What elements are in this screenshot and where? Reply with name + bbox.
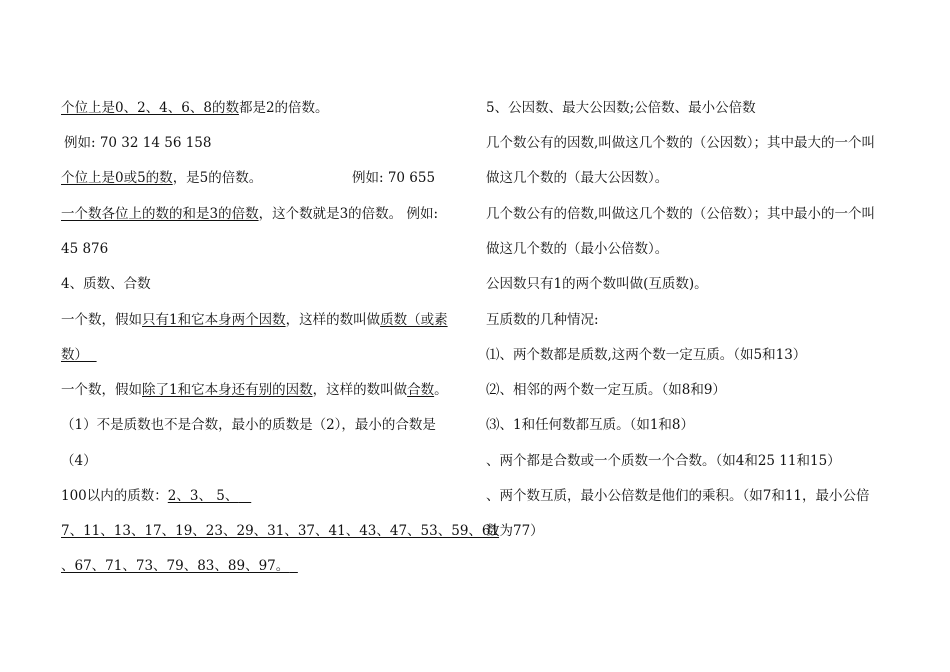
primes-label: 100以内的质数： [61, 488, 168, 504]
composite-definition [61, 381, 448, 399]
prime-term: 质数（或素 [380, 312, 448, 328]
prime-term-continued: 数） [61, 347, 88, 363]
coprime-case-4: 、两个都是合数或一个质数一个合数。（如4和25 11和15） [486, 453, 841, 469]
common-multiple-definition: 几个数公有的倍数,叫做这几个数的（公倍数）；其中最小的一个叫 [486, 206, 876, 222]
multiple-of-3-conclusion: ，这个数就是3的倍数。 例如: [258, 206, 439, 222]
multiple-of-3-rule [61, 205, 438, 223]
primes-under-100-label [61, 487, 251, 505]
composite-definition-end: 。 [434, 382, 448, 398]
primes-list-row-2 [61, 557, 298, 575]
multiple-of-2-example: 例如: 70 32 14 56 158 [64, 135, 212, 151]
multiple-of-5-condition: 个位上是0或5的数 [61, 170, 173, 186]
composite-definition-text: 一个数，假如 [61, 382, 142, 398]
common-factor-definition-continued: 做这几个数的（最大公因数）。 [486, 170, 669, 186]
primes-list-2: 、67、71、73、79、83、89、97。 [61, 558, 290, 574]
prime-definition [61, 311, 448, 329]
multiple-of-5-rule [61, 169, 441, 187]
common-multiple-definition-continued: 做这几个数的（最小公倍数）。 [486, 241, 669, 257]
multiple-of-3-example: 45 876 [61, 241, 109, 257]
prime-definition-text-2: ，这样的数叫做 [285, 312, 381, 328]
section-5-heading: 5、公因数、最大公因数;公倍数、最小公倍数 [486, 100, 756, 116]
smallest-prime-composite: （1）不是质数也不是合数，最小的质数是（2），最小的合数是 [61, 417, 436, 433]
coprime-case-3: ⑶、1和任何数都互质。（如1和8） [486, 417, 695, 433]
common-factor-definition: 几个数公有的因数,叫做这几个数的（公因数）；其中最大的一个叫 [486, 135, 876, 151]
coprime-cases-heading: 互质数的几种情况: [486, 312, 599, 328]
primes-list-1: 7、11、13、17、19、23、29、31、37、41、43、47、53、59、61 [61, 523, 500, 539]
prime-definition-text: 一个数，假如 [61, 312, 142, 328]
smallest-composite-value: （4） [61, 453, 97, 469]
coprime-definition: 公因数只有1的两个数叫做(互质数)。 [486, 276, 708, 292]
prime-definition-condition: 只有1和它本身两个因数 [142, 312, 286, 328]
prime-definition-continued [61, 346, 97, 364]
multiple-of-2-conclusion: 都是2的倍数。 [238, 100, 329, 116]
multiple-of-3-condition: 一个数各位上的数的和是3的倍数 [61, 206, 259, 222]
section-4-heading: 4、质数、合数 [61, 276, 151, 292]
coprime-case-1: ⑴、两个数都是质数,这两个数一定互质。（如5和13） [486, 347, 807, 363]
composite-term: 合数 [407, 382, 435, 398]
primes-list-row-1 [61, 522, 499, 540]
multiple-of-2-rule [61, 99, 329, 117]
multiple-of-5-conclusion: ，是5的倍数。 [172, 170, 263, 186]
coprime-case-5-continued: 数为77） [486, 523, 544, 539]
composite-definition-text-2: ，这样的数叫做 [312, 382, 408, 398]
multiple-of-5-example: 例如: 70 655 [352, 170, 436, 186]
primes-list-start: 2、3、 5、 [167, 488, 239, 504]
coprime-case-5: 、两个数互质，最小公倍数是他们的乘积。（如7和11，最小公倍 [486, 488, 870, 504]
coprime-case-2: ⑵、相邻的两个数一定互质。（如8和9） [486, 382, 726, 398]
multiple-of-2-condition: 个位上是0、2、4、6、8的数 [61, 100, 239, 116]
composite-definition-condition: 除了1和它本身还有别的因数 [142, 382, 313, 398]
